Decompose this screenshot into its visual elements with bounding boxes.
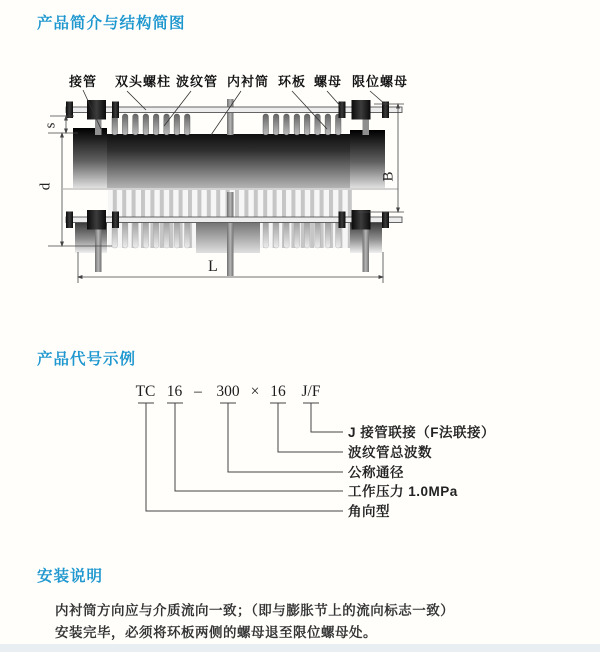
- footer-strip: [0, 644, 600, 652]
- part-label-bowenguan: 波纹管: [175, 74, 219, 89]
- dim-label-L: L: [208, 258, 218, 275]
- part-label-huanban: 环板: [277, 74, 307, 89]
- code-token-waves: 16: [270, 383, 286, 400]
- pipe-end-left: [73, 128, 107, 188]
- center-plate-upper: [227, 99, 234, 135]
- callout-nominal-diameter: 公称通径: [348, 465, 404, 480]
- code-token-pressure: 16: [166, 383, 183, 400]
- ring-plate-right-upper: [363, 118, 370, 135]
- install-instruction-line1: 内衬筒方向应与介质流向一致；（即与膨胀节上的流向标志一致）: [55, 603, 455, 618]
- part-label-xianweiluomu: 限位螺母: [351, 74, 409, 89]
- section-title-install: 安装说明: [37, 568, 104, 585]
- part-label-jieguan: 接管: [68, 74, 98, 89]
- code-token-diameter: 300: [216, 383, 240, 400]
- center-plate-lower: [227, 192, 234, 276]
- part-label-shuangtouluozhu: 双头螺柱: [114, 74, 172, 89]
- code-token-connection: J/F: [301, 383, 321, 400]
- dim-label-s: s: [42, 122, 59, 129]
- callout-wave-count: 波纹管总波数: [348, 445, 432, 460]
- callout-connection: J 接管联接（F法联接）: [348, 425, 496, 440]
- joint-lower-half: [66, 190, 402, 276]
- code-token-dash: –: [194, 383, 202, 400]
- dim-label-d: d: [37, 182, 54, 191]
- joint-upper-half: [66, 99, 402, 188]
- install-instruction-line2: 安装完毕，必须将环板两侧的螺母退至限位螺母处。: [55, 625, 377, 640]
- code-token-series: TC: [135, 383, 156, 400]
- bellows-teeth-upper: [112, 114, 341, 135]
- part-label-luomu: 螺母: [313, 74, 343, 89]
- callout-angular-type: 角向型: [348, 504, 390, 519]
- dim-label-B: B: [380, 171, 397, 182]
- ring-plate-left-upper: [95, 118, 102, 135]
- part-label-neichentong: 内衬筒: [226, 74, 270, 89]
- bellows-body: [105, 134, 385, 188]
- section-title-code: 产品代号示例: [37, 351, 137, 368]
- callout-working-pressure: 工作压力 1.0MPa: [348, 484, 458, 499]
- code-callout-lines: [138, 403, 343, 511]
- code-token-times: ×: [250, 383, 260, 400]
- section-title-intro: 产品简介与结构简图: [37, 15, 186, 32]
